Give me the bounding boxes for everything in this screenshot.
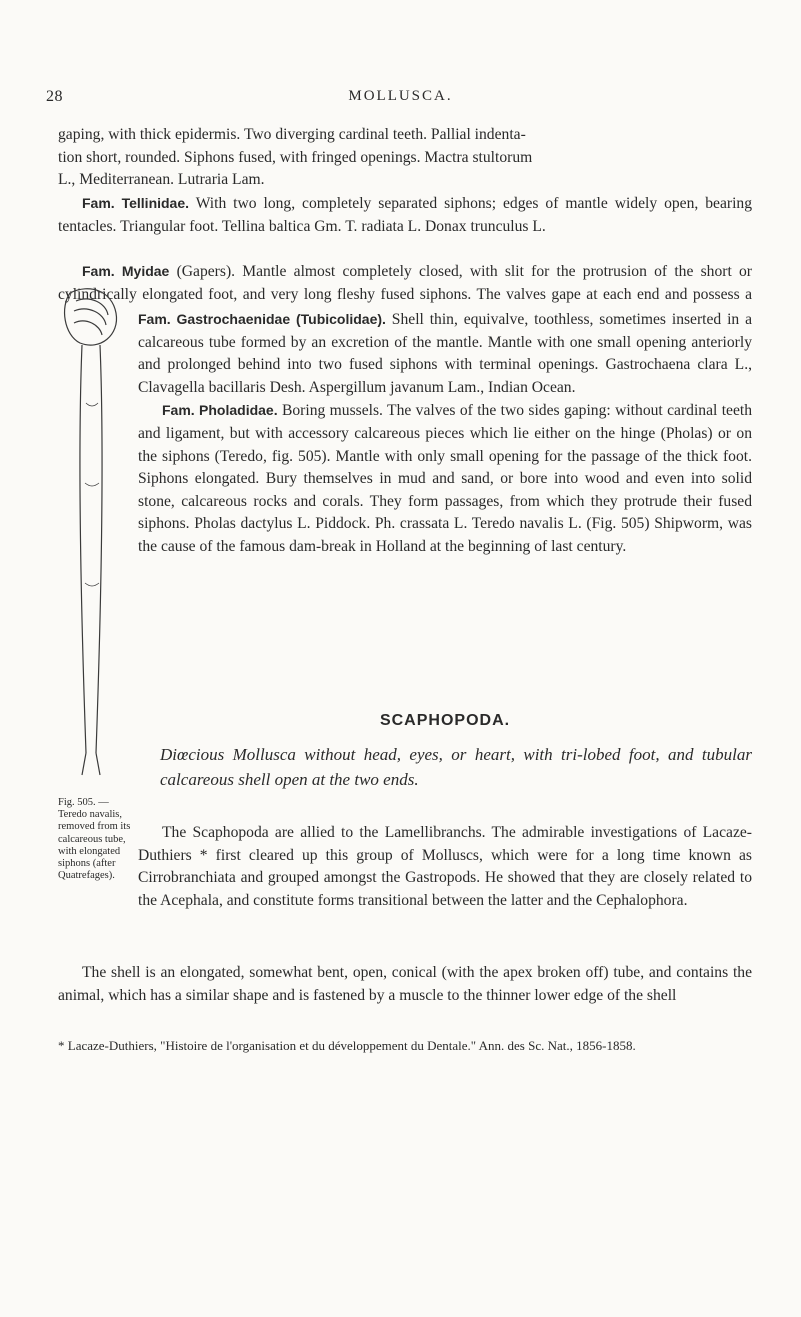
intro-line-2: tion short, rounded. Siphons fused, with fringed openings. Mactra stultorum <box>58 148 533 166</box>
family-name-tellinidae: Fam. Tellinidae. <box>82 195 190 211</box>
intro-line-3: L., Mediterranean. Lutraria Lam. <box>58 171 265 189</box>
pholadidae-paragraph <box>138 399 752 558</box>
scaphopoda-paragraph-1 <box>138 822 752 912</box>
section-definition: Diœcious Mollusca without head, eyes, or heart, with tri-lobed foot, and tubular calcareous shell open at the two ends. <box>160 745 752 789</box>
page-number: 28 <box>46 88 63 105</box>
intro-line-1: gaping, with thick epidermis. Two diverging cardinal teeth. Pallial indenta- <box>58 126 526 143</box>
teredo-figure <box>60 283 122 785</box>
body-segments <box>85 403 99 586</box>
shell-ridges <box>74 299 108 335</box>
footnote: * Lacaze-Duthiers, "Histoire de l'organisation et du développement du Dentale." Ann. des Sc. Nat., 1856-1858. <box>58 1038 636 1053</box>
scaphopoda-p1: The Scaphopoda are allied to the Lamellibranchs. The admirable investigations of Lacaze-Duthiers * first cleared up this group of Molluscs, which were for a long time known as Cirrobranchiata and grouped amongst the Gastropods. He showed that they are closely related to the Acephala, and constitute forms transitional between the latter and the Cephalophora. <box>138 824 752 909</box>
running-title: MOLLUSCA. <box>348 88 453 104</box>
family-name-pholadidae: Fam. Pholadidae. <box>162 402 278 419</box>
figure-caption: Fig. 505. — Teredo navalis, removed from its calcareous tube, with elongated siphons (after Quatrefages). <box>58 797 131 882</box>
intro-paragraph <box>58 124 752 192</box>
tellinidae-text: With two long, completely separated siphons; edges of mantle widely open, bearing tentacles. Triangular foot. Tellina baltica Gm. T. radiata L. Donax trunculus L. <box>58 195 752 235</box>
shell-outline <box>65 289 117 345</box>
scaphopoda-p2: The shell is an elongated, somewhat bent, open, conical (with the apex broken off) tube, and contains the animal, which has a similar shape and is fastened by a muscle to the thinner lower edge of the shell <box>58 964 752 1004</box>
gastrochaenidae-text: Shell thin, equivalve, toothless, sometimes inserted in a calcareous tube formed by an excretion of the mantle. Mantle with one small opening anteriorly and prolonged behind into two fused siphons with terminal openings. Gastrochaena clara L., Clavagella bacillaris Desh. Aspergillum javanum Lam., Indian Ocean. <box>138 311 752 396</box>
family-name-myidae: Fam. Myidae <box>82 263 170 279</box>
tellinidae-paragraph <box>58 192 752 238</box>
section-heading: SCAPHOPODA. <box>379 712 511 729</box>
pholadidae-text: Boring mussels. The valves of the two sides gaping: without cardinal teeth and ligament, but with accessory calcareous pieces which lie either on the hinge (Pholas) or on the siphons (Teredo, fig. 505). Mantle with only small opening for the passage of the thick foot. Siphons elongated. Bury themselves in mud and sand, or bore into wood and even into solid stone, calcareous rocks and corals. They form passages, from which they protrude their fused siphons. Pholas dactylus L. Piddock. Ph. crassata L. Teredo navalis L. (Fig. 505) Shipworm, was the cause of the famous dam-break in Holland at the beginning of last century. <box>138 402 752 555</box>
siphons <box>82 753 100 775</box>
scaphopoda-paragraph-2 <box>58 962 752 1007</box>
myidae-paragraph-top <box>58 260 752 308</box>
family-name-gastrochaenidae: Fam. Gastrochaenidae (Tubicolidae). <box>138 311 386 327</box>
myidae-text: (Gapers). Mantle almost completely closed, with slit for the protrusion of the short or cylindrically elongated foot, and very long fleshy fused siphons. The valves gape at each end and possess a <box>58 263 752 303</box>
main-column <box>138 308 752 688</box>
gastrochaenidae-paragraph <box>138 308 752 399</box>
